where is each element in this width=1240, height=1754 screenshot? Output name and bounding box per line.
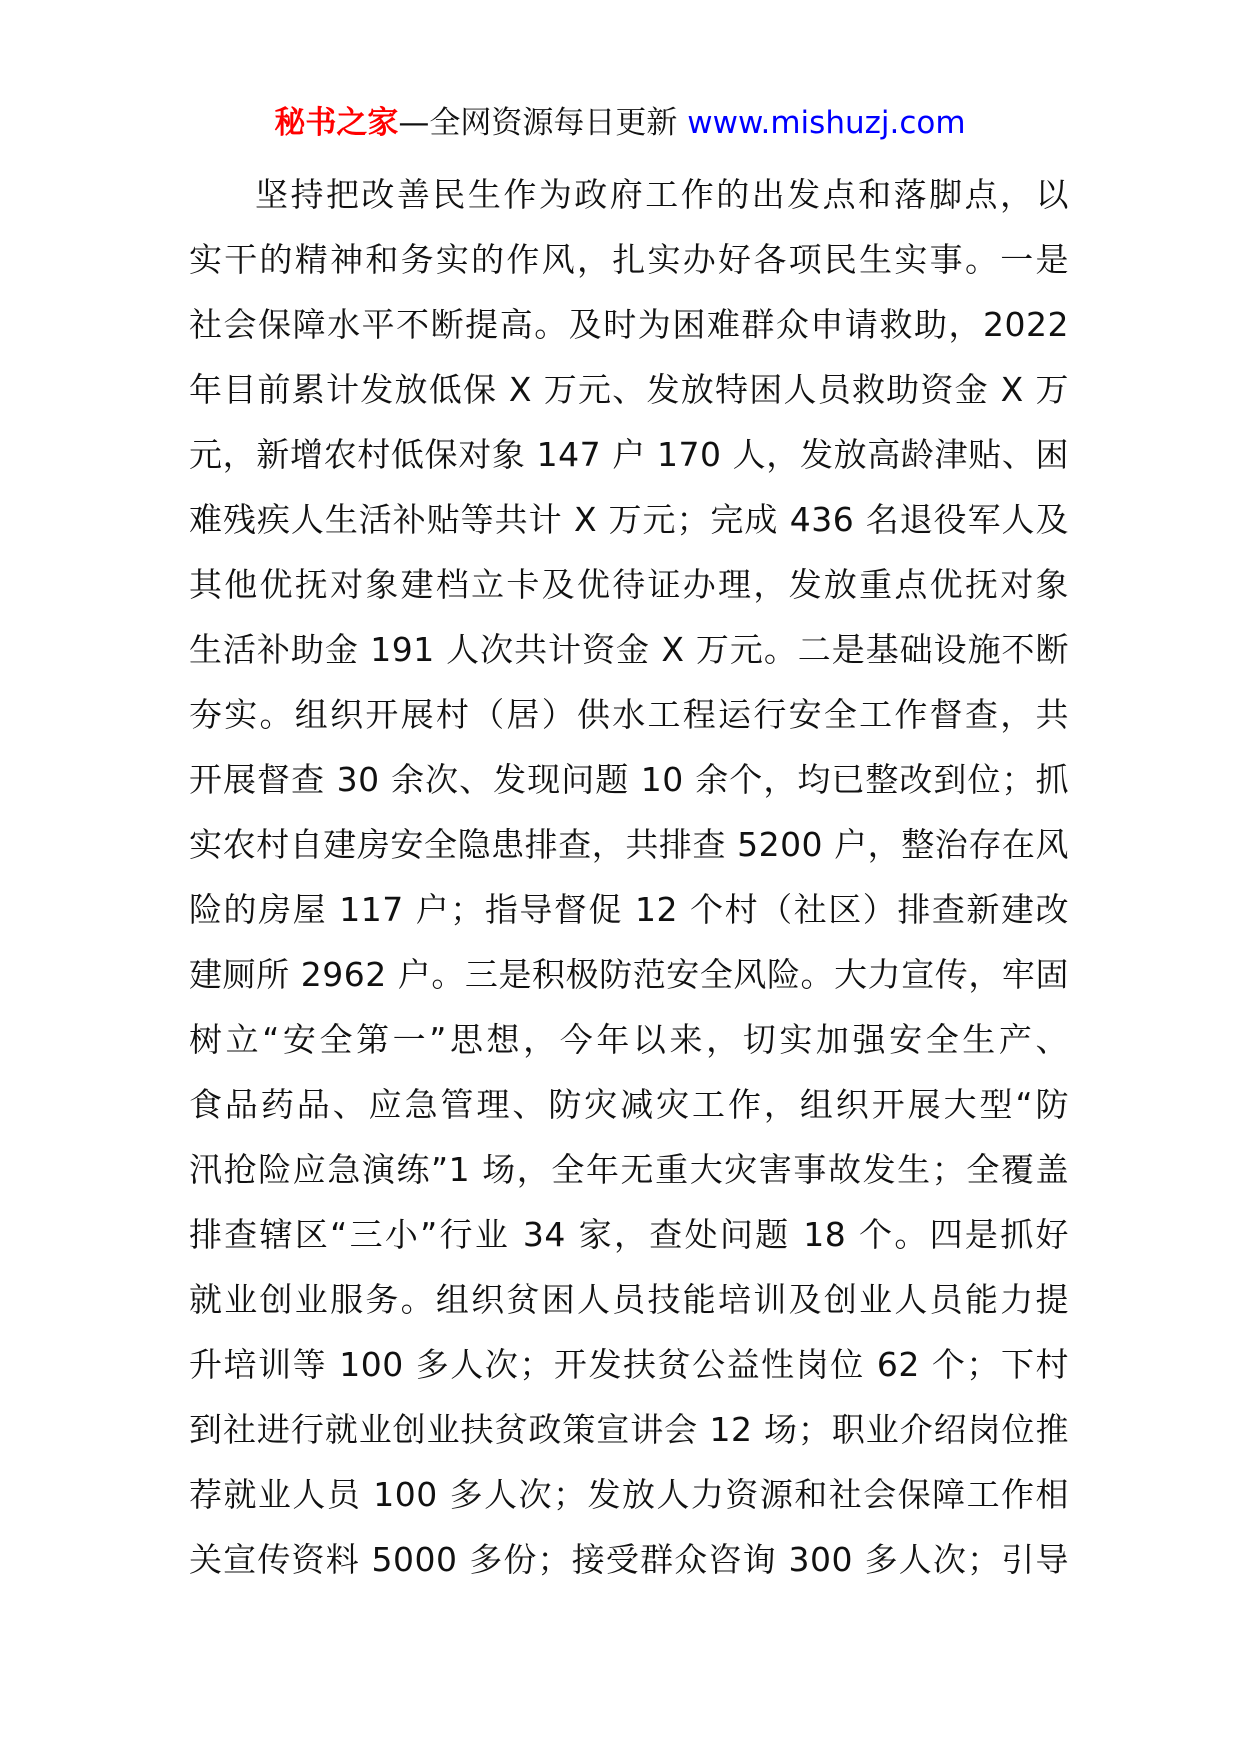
site-brand: 秘书之家	[274, 105, 399, 141]
body-line: 坚持把改善民生作为政府工作的出发点和落脚点，以	[255, 175, 1069, 214]
body-line: 到社进行就业创业扶贫政策宣讲会 12 场；职业介绍岗位推	[189, 1410, 1069, 1449]
body-line: 荐就业人员 100 多人次；发放人力资源和社会保障工作相	[189, 1475, 1069, 1514]
body-line: 元，新增农村低保对象 147 户 170 人，发放高龄津贴、困	[189, 435, 1069, 474]
site-header	[0, 101, 1240, 145]
body-line: 险的房屋 117 户；指导督促 12 个村（社区）排查新建改	[189, 890, 1069, 929]
body-line: 就业创业服务。组织贫困人员技能培训及创业人员能力提	[189, 1280, 1069, 1319]
body-line: 升培训等 100 多人次；开发扶贫公益性岗位 62 个；下村	[189, 1345, 1069, 1384]
body-line: 其他优抚对象建档立卡及优待证办理，发放重点优抚对象	[189, 565, 1069, 604]
site-url-link[interactable]: www.mishuzj.com	[687, 105, 966, 141]
body-line: 关宣传资料 5000 多份；接受群众咨询 300 多人次；引导	[189, 1540, 1069, 1579]
body-line: 食品药品、应急管理、防灾减灾工作，组织开展大型“防	[189, 1085, 1069, 1124]
body-line: 生活补助金 191 人次共计资金 X 万元。二是基础设施不断	[189, 630, 1069, 669]
site-tagline: —全网资源每日更新	[398, 105, 688, 141]
body-line: 实农村自建房安全隐患排查，共排查 5200 户，整治存在风	[189, 825, 1069, 864]
body-line: 建厕所 2962 户。三是积极防范安全风险。大力宣传，牢固	[189, 955, 1069, 994]
body-line: 夯实。组织开展村（居）供水工程运行安全工作督查，共	[189, 695, 1069, 734]
body-line: 社会保障水平不断提高。及时为困难群众申请救助，2022	[189, 305, 1069, 344]
body-line: 开展督查 30 余次、发现问题 10 余个，均已整改到位；抓	[189, 760, 1069, 799]
document-body	[189, 162, 1069, 1592]
body-line: 汛抢险应急演练”1 场，全年无重大灾害事故发生；全覆盖	[189, 1150, 1069, 1189]
body-line: 排查辖区“三小”行业 34 家，查处问题 18 个。四是抓好	[189, 1215, 1069, 1254]
body-line: 难残疾人生活补贴等共计 X 万元；完成 436 名退役军人及	[189, 500, 1069, 539]
body-line: 年目前累计发放低保 X 万元、发放特困人员救助资金 X 万	[189, 370, 1069, 409]
body-line: 树立“安全第一”思想，今年以来，切实加强安全生产、	[189, 1020, 1069, 1059]
body-line: 实干的精神和务实的作风，扎实办好各项民生实事。一是	[189, 240, 1069, 279]
